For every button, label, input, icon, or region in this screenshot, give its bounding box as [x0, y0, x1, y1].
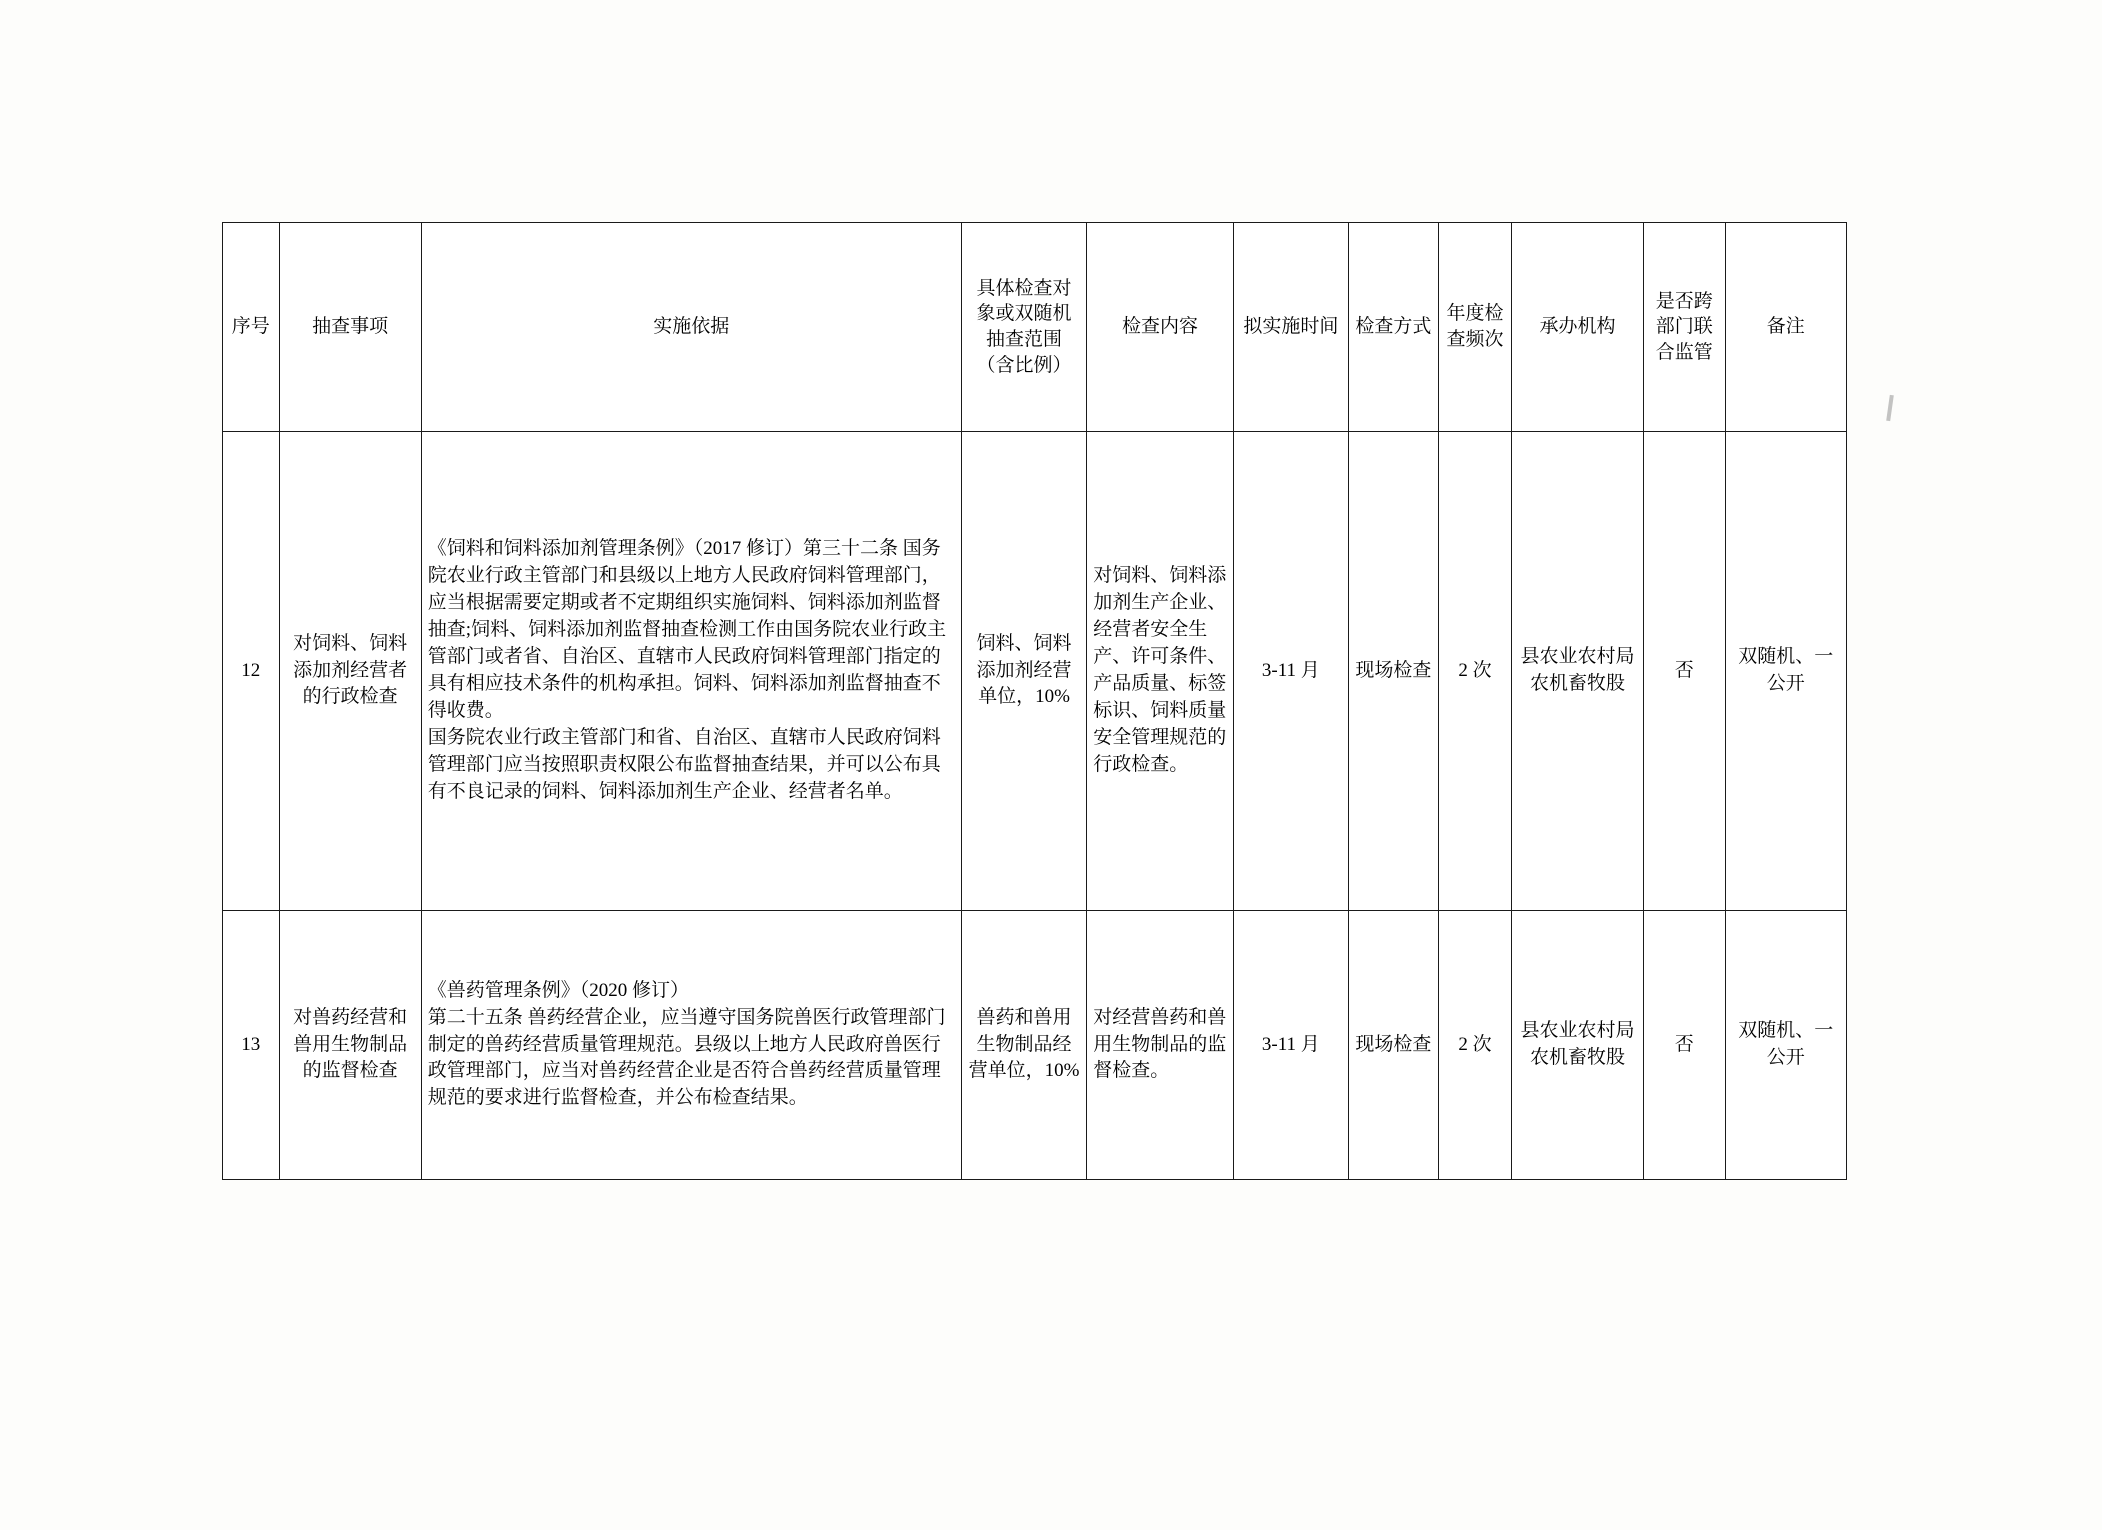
cell-item: 对兽药经营和兽用生物制品的监督检查 [279, 911, 421, 1180]
cell-basis [421, 911, 961, 1180]
header-remark: 备注 [1725, 223, 1846, 432]
cell-item: 对饲料、饲料添加剂经营者的行政检查 [279, 432, 421, 911]
basis-paragraph-2: 国务院农业行政主管部门和省、自治区、直辖市人民政府饲料管理部门应当按照职责权限公布监督抽查结果，并可以公布具有不良记录的饲料、饲料添加剂生产企业、经营者名单。 [427, 726, 941, 802]
table-row [223, 432, 1847, 911]
basis-paragraph-1: 《饲料和饲料添加剂管理条例》（2017 修订）第三十二条 国务院农业行政主管部门和县级以上地方人民政府饲料管理部门，应当根据需要定期或者不定期组织实施饲料、饲料添加剂监督抽查;饲料、饲料添加剂监督抽查检测工作由国务院农业行政主管部门或者省、自治区、直辖市人民政府饲料管理部门指定的具有相应技术条件的机构承担。饲料、饲料添加剂监督抽查不得收费。 [427, 538, 947, 721]
cell-organization: 县农业农村局农机畜牧股 [1512, 432, 1644, 911]
scan-artifact-mark-right [1886, 395, 1894, 421]
cell-content: 对经营兽药和兽用生物制品的监督检查。 [1087, 911, 1233, 1180]
header-content: 检查内容 [1087, 223, 1233, 432]
cell-time: 3-11 月 [1233, 911, 1348, 1180]
header-frequency: 年度检查频次 [1438, 223, 1511, 432]
cell-joint: 否 [1643, 911, 1725, 1180]
cell-time: 3-11 月 [1233, 432, 1348, 911]
cell-scope: 饲料、饲料添加剂经营单位，10% [961, 432, 1087, 911]
header-joint: 是否跨部门联合监管 [1643, 223, 1725, 432]
cell-method: 现场检查 [1348, 911, 1438, 1180]
header-seq: 序号 [223, 223, 280, 432]
header-scope: 具体检查对象或双随机抽查范围（含比例） [961, 223, 1087, 432]
cell-seq: 12 [223, 432, 280, 911]
cell-method: 现场检查 [1348, 432, 1438, 911]
cell-content: 对饲料、饲料添加剂生产企业、经营者安全生产、许可条件、产品质量、标签标识、饲料质量安全管理规范的行政检查。 [1087, 432, 1233, 911]
cell-joint: 否 [1643, 432, 1725, 911]
header-method: 检查方式 [1348, 223, 1438, 432]
cell-remark: 双随机、一公开 [1725, 911, 1846, 1180]
basis-paragraph-1: 《兽药管理条例》（2020 修订） [427, 979, 690, 1001]
header-item: 抽查事项 [279, 223, 421, 432]
inspection-table-container [222, 222, 1847, 1180]
table-header-row [223, 223, 1847, 432]
cell-frequency: 2 次 [1438, 432, 1511, 911]
cell-seq: 13 [223, 911, 280, 1180]
header-time: 拟实施时间 [1233, 223, 1348, 432]
table-row [223, 911, 1847, 1180]
cell-remark: 双随机、一公开 [1725, 432, 1846, 911]
header-organization: 承办机构 [1512, 223, 1644, 432]
cell-organization: 县农业农村局农机畜牧股 [1512, 911, 1644, 1180]
header-basis: 实施依据 [421, 223, 961, 432]
cell-scope: 兽药和兽用生物制品经营单位，10% [961, 911, 1087, 1180]
inspection-table [222, 222, 1847, 1180]
cell-frequency: 2 次 [1438, 911, 1511, 1180]
cell-basis [421, 432, 961, 911]
basis-paragraph-2: 第二十五条 兽药经营企业，应当遵守国务院兽医行政管理部门制定的兽药经营质量管理规范。县级以上地方人民政府兽医行政管理部门，应当对兽药经营企业是否符合兽药经营质量管理规范的要求进行监督检查，并公布检查结果。 [427, 1006, 946, 1109]
